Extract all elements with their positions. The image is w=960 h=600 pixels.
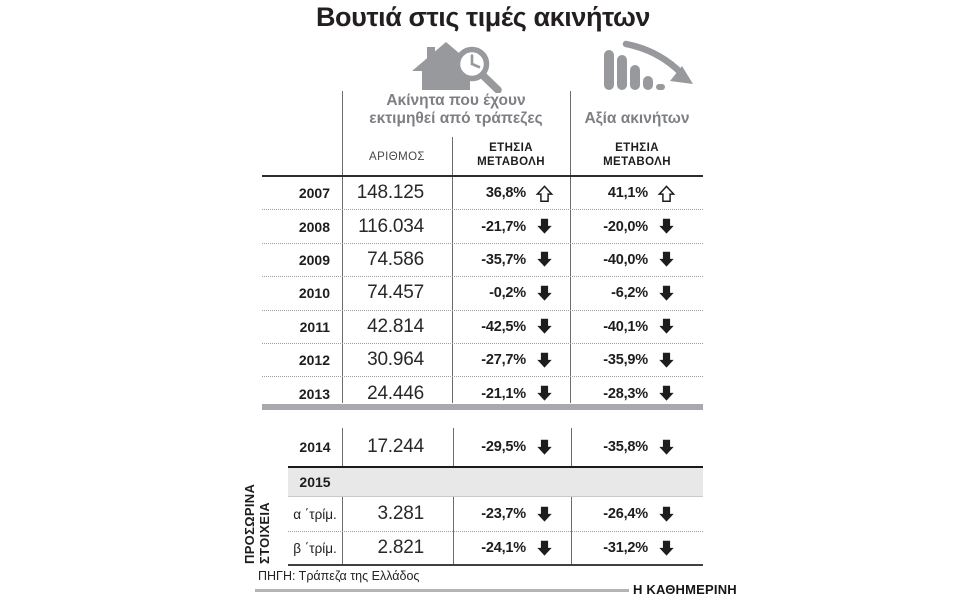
row-quarter: α ΄τρίμ. (293, 506, 337, 522)
value-change-value: -40,0% (603, 251, 648, 268)
group-header-banks-line2: εκτιμηθεί από τράπεζες (369, 109, 543, 127)
row-bank-change (452, 317, 570, 336)
row-number: 30.964 (367, 349, 424, 371)
value-change-value: -20,0% (603, 218, 648, 235)
down-arrow-icon (535, 284, 554, 303)
down-arrow-icon (657, 317, 676, 336)
row-year: 2013 (298, 385, 330, 402)
bank-change-value: -21,1% (481, 385, 526, 402)
declining-chart-icon (596, 40, 696, 92)
page-title: Βουτιά στις τιμές ακινήτων (315, 2, 651, 32)
down-arrow-icon (657, 438, 676, 457)
section-separator-bar (262, 404, 703, 410)
row-number: 24.446 (367, 382, 424, 404)
group-header-banks-line1: Ακίνητα που έχουν (386, 92, 526, 109)
row-year: 2012 (298, 352, 330, 369)
row-quarter: β ΄τρίμ. (293, 540, 337, 556)
down-arrow-icon (657, 351, 676, 370)
row-bank-change (452, 384, 570, 403)
row-number: 2.821 (377, 537, 424, 558)
down-arrow-icon (657, 250, 676, 269)
down-arrow-icon (535, 539, 554, 558)
row-number: 17.244 (367, 436, 424, 457)
change-header-line1: ΕΤΗΣΙΑ (615, 142, 659, 154)
bank-change-value: -42,5% (481, 318, 526, 335)
row-year: 2011 (299, 318, 330, 335)
table-row-q2 (288, 531, 703, 564)
column-header-number: ΑΡΙΘΜΟΣ (369, 151, 425, 163)
bank-change-value: -23,7% (481, 506, 526, 522)
table-row-2008 (262, 209, 703, 242)
row-value-change (570, 539, 703, 558)
annual-table (262, 175, 703, 410)
row-year: 2014 (299, 439, 331, 455)
row-value-change (570, 250, 703, 269)
row-year: 2009 (298, 251, 330, 268)
row-value-change (570, 384, 703, 403)
row-bank-change (452, 184, 570, 203)
row-number: 148.125 (356, 182, 424, 204)
down-arrow-icon (657, 384, 676, 403)
down-arrow-icon (657, 539, 676, 558)
row-year: 2008 (298, 218, 330, 235)
value-change-value: -26,4% (603, 506, 648, 522)
column-header-change-value (570, 142, 704, 169)
bank-change-value: -21,7% (481, 218, 526, 235)
house-magnifier-icon (406, 37, 508, 93)
row-number: 74.457 (367, 282, 424, 304)
row-bank-change (452, 284, 570, 303)
change-header-line1: ΕΤΗΣΙΑ (489, 142, 533, 154)
table-row-2009 (262, 243, 703, 276)
bank-change-value: -24,1% (481, 540, 526, 556)
down-arrow-icon (657, 284, 676, 303)
provisional-data-label: ΠΡΟΣΩΡΙΝΑ ΣΤΟΙΧΕΙΑ (242, 483, 272, 564)
group-header-value: Αξία ακινήτων (584, 110, 690, 127)
group-header-banks (342, 92, 570, 127)
row-value-change (570, 438, 703, 457)
row-value-change (570, 505, 703, 524)
table-row-2015 (288, 466, 703, 496)
bank-change-value: 36,8% (485, 185, 526, 202)
row-value-change (570, 284, 703, 303)
column-header-change-banks (452, 142, 570, 169)
row-value-change (570, 351, 703, 370)
row-bank-change (452, 217, 570, 236)
footer-rule (255, 589, 629, 592)
down-arrow-icon (535, 505, 554, 524)
row-year: 2007 (298, 185, 330, 202)
change-header-line2: ΜΕΤΑΒΟΛΗ (477, 155, 545, 168)
row-value-change (570, 317, 703, 336)
table-row-2011 (262, 310, 703, 343)
table-row-2007 (262, 177, 703, 209)
table-row-2010 (262, 276, 703, 309)
up-arrow-icon (535, 184, 554, 203)
row-year: 2015 (299, 474, 331, 490)
down-arrow-icon (535, 351, 554, 370)
value-change-value: -31,2% (603, 540, 648, 556)
row-number: 3.281 (377, 503, 424, 524)
row-bank-change (452, 539, 570, 558)
value-change-value: -35,8% (603, 439, 648, 455)
down-arrow-icon (535, 317, 554, 336)
row-year: 2010 (298, 285, 330, 302)
row-bank-change (452, 250, 570, 269)
bank-change-value: -35,7% (481, 251, 526, 268)
row-number: 74.586 (367, 248, 424, 270)
bank-change-value: -29,5% (481, 439, 526, 455)
bank-change-value: -0,2% (489, 285, 526, 302)
change-header-line2: ΜΕΤΑΒΟΛΗ (603, 155, 671, 168)
row-number: 116.034 (358, 215, 424, 237)
source-note: ΠΗΓΗ: Τράπεζα της Ελλάδος (258, 569, 420, 583)
down-arrow-icon (535, 217, 554, 236)
row-bank-change (452, 438, 570, 457)
row-value-change (570, 217, 703, 236)
down-arrow-icon (535, 438, 554, 457)
row-bank-change (452, 505, 570, 524)
value-change-value: -6,2% (611, 285, 648, 302)
bank-change-value: -27,7% (481, 352, 526, 369)
table-row-2012 (262, 343, 703, 376)
row-value-change (570, 184, 703, 203)
row-number: 42.814 (367, 315, 424, 337)
down-arrow-icon (535, 384, 554, 403)
up-arrow-icon (657, 184, 676, 203)
table-row-2014 (288, 428, 703, 466)
publisher-logo: Η ΚΑΘΗΜΕΡΙΝΗ (633, 582, 737, 597)
value-change-value: -40,1% (603, 318, 648, 335)
down-arrow-icon (657, 505, 676, 524)
row-bank-change (452, 351, 570, 370)
table-row-q1 (288, 496, 703, 531)
down-arrow-icon (657, 217, 676, 236)
infographic (230, 0, 740, 600)
down-arrow-icon (535, 250, 554, 269)
provisional-table (288, 428, 703, 566)
value-change-value: 41,1% (607, 185, 648, 202)
value-change-value: -35,9% (603, 352, 648, 369)
value-change-value: -28,3% (603, 385, 648, 402)
